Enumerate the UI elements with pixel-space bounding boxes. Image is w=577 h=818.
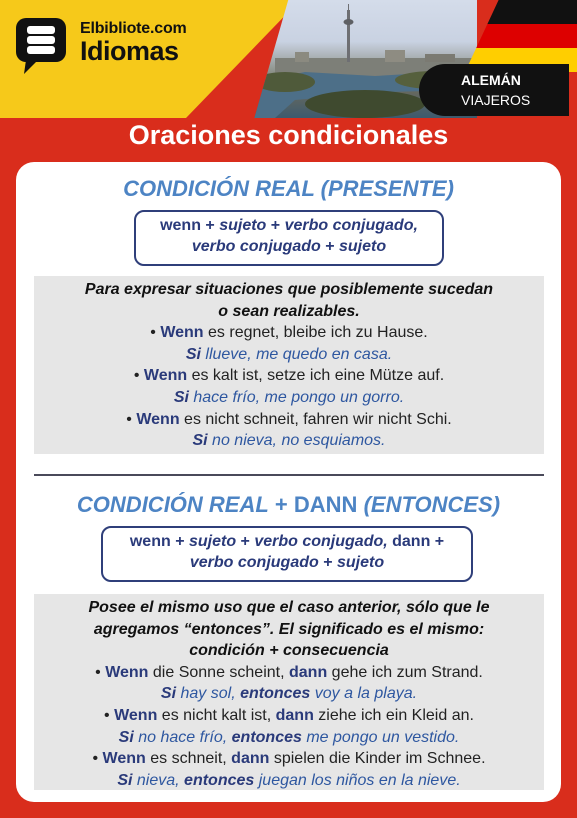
bullet: • xyxy=(104,706,115,724)
formula-verb: verbo conjugado xyxy=(191,238,321,255)
bullet: • xyxy=(95,663,106,681)
example-spanish xyxy=(34,344,544,366)
formula-plus: + xyxy=(170,533,189,550)
german-text: gehe ich zum Strand. xyxy=(327,663,483,681)
keyword-wenn: Wenn xyxy=(136,410,180,428)
spanish-text: juegan los niños en la nieve. xyxy=(254,771,461,789)
formula-subject: sujeto xyxy=(337,554,385,571)
spanish-text: llueve, me quedo en casa. xyxy=(200,345,393,363)
logo-site-name: Elbibliote.com xyxy=(80,20,187,37)
flag-stripe-red xyxy=(465,24,577,48)
formula-plus: + xyxy=(320,238,339,255)
bullet: • xyxy=(133,367,144,385)
keyword-si: Si xyxy=(192,432,208,450)
german-text: es kalt ist, setze ich eine Mütze auf. xyxy=(187,367,445,385)
bullet: • xyxy=(150,324,161,342)
formula-plus: + xyxy=(266,217,285,234)
german-flag xyxy=(465,0,577,72)
formula-subject: sujeto xyxy=(339,238,387,255)
keyword-si: Si xyxy=(160,685,177,703)
formula-plus: + xyxy=(200,217,220,234)
german-text: es schneit, xyxy=(145,750,232,768)
keyword-wenn: Wenn xyxy=(114,706,158,724)
example-german xyxy=(34,365,544,387)
example-spanish xyxy=(34,727,544,749)
formula-plus: + xyxy=(318,554,337,571)
german-text: es regnet, bleibe ich zu Hause. xyxy=(203,324,428,342)
keyword-wenn: Wenn xyxy=(143,367,188,385)
section1-intro: Para expresar situaciones que posiblemente sucedan o sean realizables. xyxy=(84,281,494,320)
keyword-wenn: Wenn xyxy=(105,663,149,681)
formula-plus: + xyxy=(236,533,255,550)
keyword-si: Si xyxy=(185,345,201,363)
language-tag xyxy=(461,70,561,110)
formula-wenn: wenn xyxy=(160,217,201,234)
example-spanish xyxy=(34,683,544,705)
formula-subject: sujeto xyxy=(188,533,237,550)
section2-title-a: CONDICIÓN REAL xyxy=(76,492,269,517)
logo-icon xyxy=(12,14,70,76)
logo-text xyxy=(80,20,187,64)
content-card xyxy=(16,162,561,802)
spanish-text: me pongo un vestido. xyxy=(301,728,460,746)
section-divider xyxy=(34,474,544,476)
formula-wenn: wenn xyxy=(129,533,171,550)
example-german xyxy=(34,748,544,770)
keyword-entonces: entonces xyxy=(184,771,255,789)
example-spanish xyxy=(34,387,544,409)
section2-formula-box xyxy=(101,526,473,582)
example-german xyxy=(34,705,544,727)
keyword-dann: dann xyxy=(275,706,314,724)
tag-language: ALEMÁN xyxy=(461,72,521,88)
spanish-text: no nieva, no esquiamos. xyxy=(207,432,386,450)
spanish-text: voy a la playa. xyxy=(310,685,418,703)
german-text: spielen die Kinder im Schnee. xyxy=(269,750,486,768)
section2-title-plus: + DANN xyxy=(268,492,364,517)
example-german xyxy=(34,409,544,431)
german-text: die Sonne scheint, xyxy=(148,663,289,681)
example-spanish xyxy=(34,770,544,792)
example-german xyxy=(34,322,544,344)
tag-audience: VIAJEROS xyxy=(461,92,531,108)
example-german xyxy=(34,662,544,684)
page-title: Oraciones condicionales xyxy=(128,120,449,150)
section2-examples-box xyxy=(34,594,544,790)
keyword-entonces: entonces xyxy=(240,685,311,703)
header-banner xyxy=(0,0,577,118)
spanish-text: hace frío, me pongo un gorro. xyxy=(188,388,405,406)
german-text: es nicht kalt ist, xyxy=(157,706,276,724)
section2-title xyxy=(16,492,561,518)
bullet: • xyxy=(92,750,103,768)
spanish-text: no hace frío, xyxy=(133,728,232,746)
keyword-dann: dann xyxy=(289,663,328,681)
keyword-si: Si xyxy=(173,388,189,406)
keyword-dann: dann xyxy=(231,750,270,768)
section2-intro: Posee el mismo uso que el caso anterior, sólo que le agregamos “entonces”. El significado es el mismo: condición + consecuencia xyxy=(88,599,490,660)
keyword-si: Si xyxy=(117,771,133,789)
section1-title: CONDICIÓN REAL (PRESENTE) xyxy=(123,176,454,201)
formula-verb: verbo conjugado, xyxy=(284,217,418,234)
formula-dann: dann + xyxy=(387,533,445,550)
example-spanish xyxy=(34,430,544,452)
keyword-wenn: Wenn xyxy=(160,324,204,342)
keyword-entonces: entonces xyxy=(231,728,302,746)
spanish-text: hay sol, xyxy=(176,685,241,703)
formula-subject: sujeto xyxy=(219,217,267,234)
logo-brand-name: Idiomas xyxy=(80,36,179,66)
section2-title-b: (ENTONCES) xyxy=(363,492,501,517)
bullet: • xyxy=(126,410,137,428)
german-text: es nicht schneit, fahren wir nicht Schi. xyxy=(179,410,452,428)
formula-verb: verbo conjugado xyxy=(189,554,319,571)
keyword-si: Si xyxy=(118,728,134,746)
section1-examples-box xyxy=(34,276,544,454)
formula-verb: verbo conjugado, xyxy=(254,533,388,550)
spanish-text: nieva, xyxy=(132,771,185,789)
section1-formula-box xyxy=(134,210,444,266)
german-text: ziehe ich ein Kleid an. xyxy=(313,706,474,724)
keyword-wenn: Wenn xyxy=(102,750,146,768)
flag-stripe-black xyxy=(465,0,577,24)
